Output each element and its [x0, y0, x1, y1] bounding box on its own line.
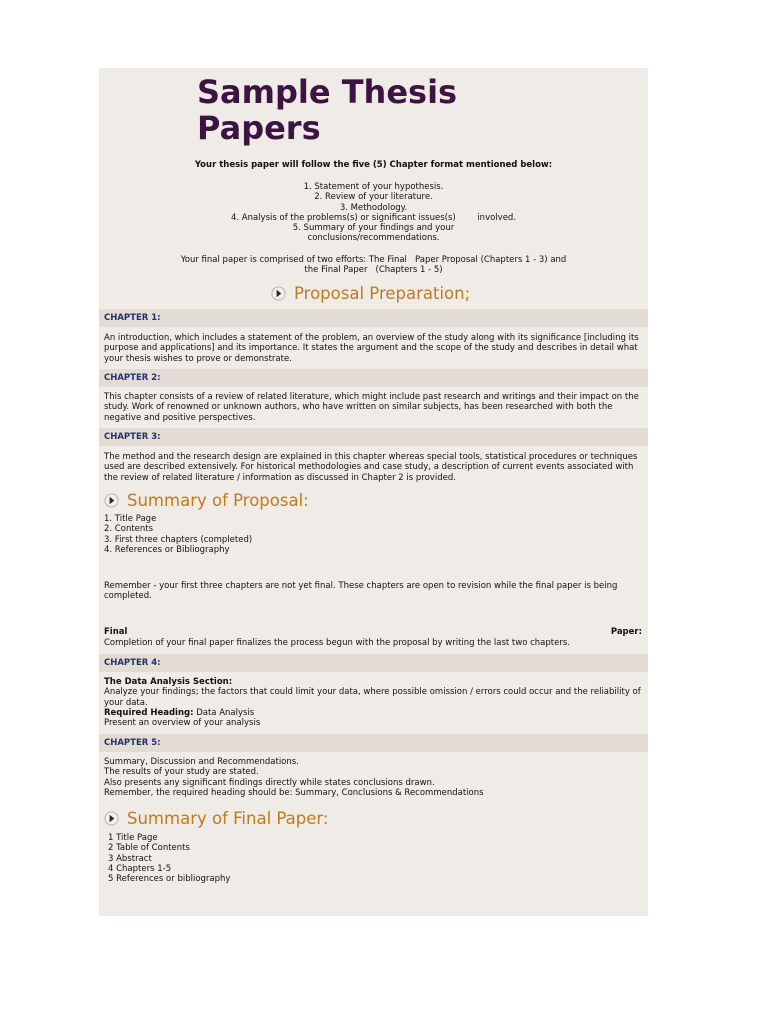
step-item: conclusions/recommendations.	[307, 233, 440, 244]
summary-final-heading	[104, 809, 328, 828]
chapter-4-section-title: The Data Analysis Section:	[104, 677, 233, 687]
proposal-preparation-heading	[271, 284, 470, 303]
chapter-5-header: CHAPTER 5:	[99, 734, 648, 752]
title-line-1: Sample Thesis	[197, 73, 458, 111]
chapter-4-header: CHAPTER 4:	[99, 654, 648, 672]
chapter-3-header: CHAPTER 3:	[99, 428, 648, 446]
final-intro-line-1: Your final paper is comprised of two efforts: The Final Paper Proposal (Chapters 1 - 3) and	[180, 255, 567, 265]
chapter-4-line-1: Analyze your findings; the factors that could limit your data, where possible omission / errors could occur and the reliability of your data.	[104, 687, 641, 708]
chapter-4-body	[104, 677, 642, 728]
chapter-5-line: Summary, Discussion and Recommendations.	[104, 757, 299, 767]
chapter-steps-list	[99, 182, 648, 244]
summary-proposal-list	[104, 514, 252, 555]
list-item: 2 Table of Contents	[108, 843, 190, 854]
final-right-label: Paper:	[610, 627, 642, 637]
page-title	[197, 74, 457, 146]
chapter-1-header: CHAPTER 1:	[99, 309, 648, 327]
list-item: 4. References or Bibliography	[104, 544, 230, 555]
list-item: 3 Abstract	[108, 853, 152, 864]
chapter-5-line: Remember, the required heading should be: Summary, Conclusions & Recommendations	[104, 787, 484, 798]
chapter-2-text: This chapter consists of a review of related literature, which might include past research and writings and their impact on the study. Work of renowned or unknown authors, who have written on similar subjects, has been researched with both the negative and positive perspectives.	[104, 392, 639, 423]
list-item: 1. Title Page	[104, 514, 157, 524]
chapter-2-header: CHAPTER 2:	[99, 369, 648, 387]
chapter-5-line: Also presents any significant findings directly while states conclusions drawn.	[104, 777, 435, 788]
step-item: 1. Statement of your hypothesis.	[303, 182, 444, 192]
document-page	[99, 68, 648, 916]
chapter-1-text: An introduction, which includes a statement of the problem, an overview of the study along with its significance [including its purpose and applications] and its importance. It states the argument and the scope of the study and describes in detail what your thesis wishes to prove or demonstrate.	[104, 333, 639, 364]
arrow-right-icon	[104, 811, 119, 826]
summary-proposal-label: Summary of Proposal:	[127, 491, 309, 510]
list-item: 4 Chapters 1-5	[108, 863, 172, 874]
step-item: 5. Summary of your findings and your	[292, 223, 455, 234]
final-intro	[99, 255, 648, 276]
intro-text: Your thesis paper will follow the five (5) Chapter format mentioned below:	[194, 160, 553, 170]
step-item: 2. Review of your literature.	[314, 192, 433, 203]
final-paper-row	[104, 627, 642, 637]
step-item: 4. Analysis of the problems(s) or significant issues(s) involved.	[230, 212, 517, 223]
step-item: 3. Methodology.	[339, 202, 408, 213]
title-line-2: Papers	[197, 109, 321, 147]
chapter-5-line: The results of your study are stated.	[104, 767, 259, 778]
list-item: 1 Title Page	[108, 833, 158, 843]
list-item: 5 References or bibliography	[108, 874, 231, 885]
final-left-label: Final	[104, 627, 128, 637]
required-heading-value: Data Analysis	[193, 707, 255, 718]
list-item: 3. First three chapters (completed)	[104, 534, 253, 545]
chapter-4-required-row	[104, 708, 642, 718]
arrow-right-icon	[104, 493, 119, 508]
chapter-3-text: The method and the research design are explained in this chapter whereas special tools, statistical procedures or techniques used are described extensively. For historical methodologies and case study, a description of current events associated with the review of related literature / information as discussed in Chapter 2 is provided.	[104, 452, 638, 483]
chapter-5-body	[104, 757, 642, 798]
summary-proposal-heading	[104, 491, 309, 510]
final-intro-line-2: the Final Paper (Chapters 1 - 5)	[304, 265, 443, 276]
proposal-preparation-label: Proposal Preparation;	[294, 284, 471, 303]
chapter-4-line-3: Present an overview of your analysis	[104, 718, 261, 729]
summary-final-label: Summary of Final Paper:	[127, 809, 329, 828]
completion-text: Completion of your final paper finalizes the process begun with the proposal by writing the last two chapters.	[104, 638, 570, 648]
summary-final-list	[108, 833, 230, 884]
remember-note: Remember - your first three chapters are not yet final. These chapters are open to revision while the final paper is being completed.	[104, 581, 618, 602]
list-item: 2. Contents	[104, 524, 154, 535]
required-heading-label: Required Heading:	[104, 707, 194, 718]
arrow-right-icon	[271, 286, 286, 301]
